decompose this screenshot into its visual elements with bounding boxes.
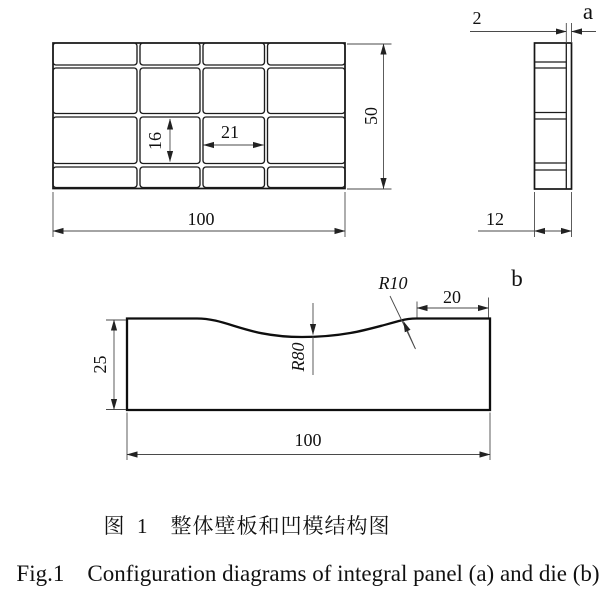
leader-fillet-radius [378,273,416,349]
dim-die-height [90,320,126,410]
panel-pocket-r3c1 [53,117,137,164]
panel-pockets [53,43,345,188]
dim-label-skin-thickness: 2 [472,8,482,28]
panel-pocket-r2c1 [53,68,137,114]
panel-section-view [535,43,572,189]
subfigure-label-a: a [582,0,594,24]
panel-pocket-r3c4 [268,117,346,164]
dim-label-die-width: 100 [294,430,322,450]
panel-pocket-r2c2 [140,68,200,114]
line-shape [404,322,416,349]
dim-pocket-height [145,119,170,162]
panel-pocket-r2c4 [268,68,346,114]
leader-cavity-radius [288,303,313,375]
panel-pocket-r1c4 [268,43,346,65]
dim-label-pocket-width: 21 [221,122,239,142]
panel-pocket-r2c3 [203,68,265,114]
die-outline [127,319,490,411]
dim-label-die-flat: 20 [443,287,461,307]
dim-skin-thickness [470,8,596,43]
panel-plan-view [53,43,345,189]
panel-pocket-r4c4 [268,167,346,188]
dim-panel-width [53,192,345,237]
subfigure-label-b: b [511,266,523,291]
panel-pocket-r4c1 [53,167,137,188]
dim-label-panel-thickness: 12 [486,209,504,229]
dim-die-width [127,413,490,461]
die-front-view [127,319,490,411]
dim-panel-thickness [478,192,572,237]
dim-die-flat [417,287,489,318]
dim-label-fillet-radius: R10 [378,273,408,293]
dim-panel-height [347,44,392,189]
dim-label-panel-height: 50 [361,107,381,125]
panel-pocket-r4c2 [140,167,200,188]
dim-label-pocket-height: 16 [145,132,165,150]
dim-label-panel-width: 100 [187,209,215,229]
panel-pocket-r1c2 [140,43,200,65]
caption-english: Fig.1 Configuration diagrams of integral panel (a) and die (b) [16,561,600,586]
panel-pocket-r1c3 [203,43,265,65]
dim-label-die-height: 25 [90,355,110,374]
panel-pocket-r4c3 [203,167,265,188]
panel-pocket-r1c1 [53,43,137,65]
caption-chinese: 图 1 整体壁板和凹模结构图 [103,514,391,538]
dim-pocket-width [204,122,264,145]
dim-label-cavity-radius: R80 [288,342,308,372]
